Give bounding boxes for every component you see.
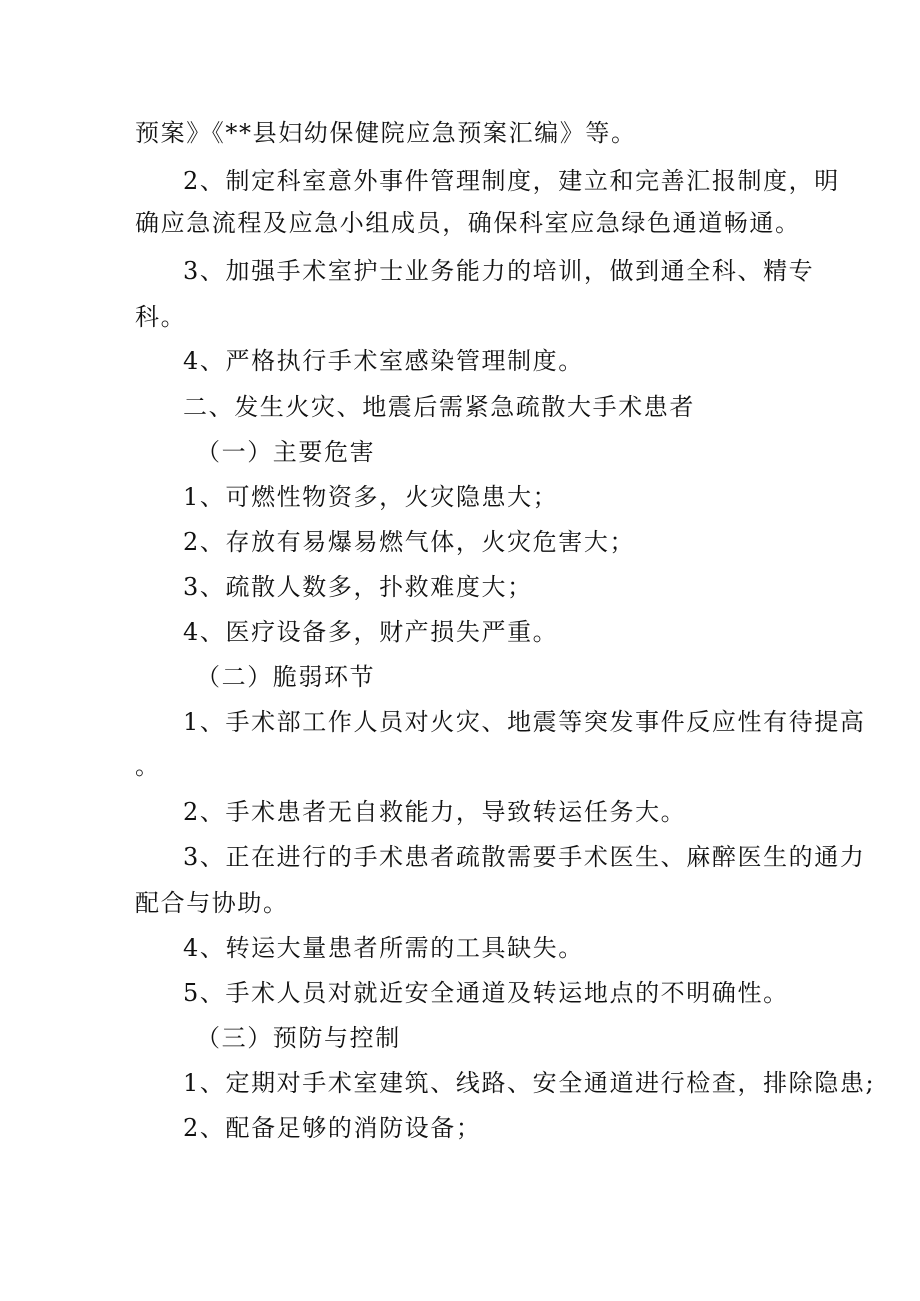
text-line: 配合与协助。 [135, 889, 289, 917]
text-line: 。 [135, 752, 161, 780]
text-line: 1、定期对手术室建筑、线路、安全通道进行检查，排除隐患; [183, 1069, 876, 1097]
text-line: 3、正在进行的手术患者疏散需要手术医生、麻醉医生的通力 [183, 843, 866, 871]
text-line: 2、手术患者无自救能力，导致转运任务大。 [183, 798, 687, 826]
text-line: 1、手术部工作人员对火灾、地震等突发事件反应性有待提高 [183, 708, 866, 736]
subsection-heading: （一）主要危害 [196, 438, 376, 466]
text-line: 3、疏散人数多，扑救难度大； [183, 573, 533, 601]
text-line: 预案》《**县妇幼保健院应急预案汇编》等。 [135, 119, 637, 147]
text-line: 4、转运大量患者所需的工具缺失。 [183, 934, 584, 962]
text-line: 科。 [135, 303, 187, 331]
text-line: 确应急流程及应急小组成员，确保科室应急绿色通道畅通。 [135, 209, 801, 237]
text-line: 5、手术人员对就近安全通道及转运地点的不明确性。 [183, 979, 789, 1007]
text-line: 2、配备足够的消防设备； [183, 1114, 482, 1142]
subsection-heading: （二）脆弱环节 [196, 663, 376, 691]
text-line: 4、医疗设备多，财产损失严重。 [183, 618, 559, 646]
text-line: 2、制定科室意外事件管理制度，建立和完善汇报制度，明 [183, 167, 840, 195]
text-line: 4、严格执行手术室感染管理制度。 [183, 347, 584, 375]
text-line: 3、加强手术室护士业务能力的培训，做到通全科、精专 [183, 257, 815, 285]
section-heading: 二、发生火灾、地震后需紧急疏散大手术患者 [183, 393, 695, 421]
text-line: 1、可燃性物资多，火灾隐患大； [183, 483, 559, 511]
text-line: 2、存放有易爆易燃气体，火灾危害大； [183, 528, 636, 556]
subsection-heading: （三）预防与控制 [196, 1024, 401, 1052]
